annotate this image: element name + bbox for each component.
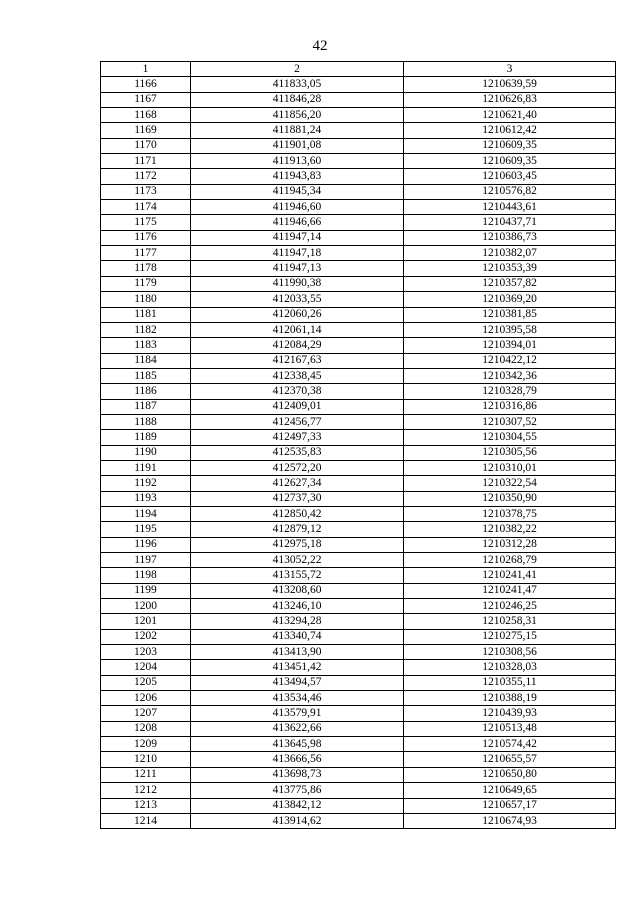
x-coordinate-cell: 412370,38 xyxy=(191,384,404,399)
x-coordinate-cell: 412572,20 xyxy=(191,460,404,475)
y-coordinate-cell: 1210275,15 xyxy=(404,629,616,644)
table-row xyxy=(101,154,616,169)
y-coordinate-cell: 1210268,79 xyxy=(404,553,616,568)
x-coordinate-cell: 413579,91 xyxy=(191,706,404,721)
point-number-cell: 1204 xyxy=(101,660,191,675)
x-coordinate-cell: 413914,62 xyxy=(191,813,404,828)
table-row xyxy=(101,522,616,537)
x-coordinate-cell: 412061,14 xyxy=(191,322,404,337)
point-number-cell: 1206 xyxy=(101,691,191,706)
point-number-cell: 1178 xyxy=(101,261,191,276)
x-coordinate-cell: 413052,22 xyxy=(191,553,404,568)
point-number-cell: 1168 xyxy=(101,108,191,123)
table-row xyxy=(101,261,616,276)
x-coordinate-cell: 411945,34 xyxy=(191,184,404,199)
y-coordinate-cell: 1210439,93 xyxy=(404,706,616,721)
x-coordinate-cell: 411856,20 xyxy=(191,108,404,123)
point-number-cell: 1199 xyxy=(101,583,191,598)
column-header-2: 2 xyxy=(191,62,404,77)
y-coordinate-cell: 1210357,82 xyxy=(404,276,616,291)
x-coordinate-cell: 412737,30 xyxy=(191,491,404,506)
y-coordinate-cell: 1210305,56 xyxy=(404,445,616,460)
x-coordinate-cell: 412497,33 xyxy=(191,430,404,445)
y-coordinate-cell: 1210328,03 xyxy=(404,660,616,675)
x-coordinate-cell: 413155,72 xyxy=(191,568,404,583)
x-coordinate-cell: 412456,77 xyxy=(191,414,404,429)
y-coordinate-cell: 1210437,71 xyxy=(404,215,616,230)
point-number-cell: 1181 xyxy=(101,307,191,322)
table-row xyxy=(101,276,616,291)
y-coordinate-cell: 1210258,31 xyxy=(404,614,616,629)
y-coordinate-cell: 1210388,19 xyxy=(404,691,616,706)
point-number-cell: 1190 xyxy=(101,445,191,460)
table-row xyxy=(101,491,616,506)
table-row xyxy=(101,660,616,675)
point-number-cell: 1210 xyxy=(101,752,191,767)
table-row xyxy=(101,384,616,399)
point-number-cell: 1205 xyxy=(101,675,191,690)
y-coordinate-cell: 1210304,55 xyxy=(404,430,616,445)
x-coordinate-cell: 413413,90 xyxy=(191,645,404,660)
point-number-cell: 1179 xyxy=(101,276,191,291)
y-coordinate-cell: 1210626,83 xyxy=(404,92,616,107)
point-number-cell: 1176 xyxy=(101,230,191,245)
table-row xyxy=(101,629,616,644)
x-coordinate-cell: 412167,63 xyxy=(191,353,404,368)
table-row xyxy=(101,292,616,307)
table-row xyxy=(101,706,616,721)
point-number-cell: 1180 xyxy=(101,292,191,307)
point-number-cell: 1174 xyxy=(101,200,191,215)
table-row xyxy=(101,553,616,568)
point-number-cell: 1201 xyxy=(101,614,191,629)
y-coordinate-cell: 1210395,58 xyxy=(404,322,616,337)
point-number-cell: 1202 xyxy=(101,629,191,644)
x-coordinate-cell: 411947,13 xyxy=(191,261,404,276)
y-coordinate-cell: 1210386,73 xyxy=(404,230,616,245)
table-row xyxy=(101,399,616,414)
table-row xyxy=(101,322,616,337)
table-row xyxy=(101,737,616,752)
point-number-cell: 1172 xyxy=(101,169,191,184)
x-coordinate-cell: 411990,38 xyxy=(191,276,404,291)
point-number-cell: 1191 xyxy=(101,460,191,475)
x-coordinate-cell: 412338,45 xyxy=(191,368,404,383)
table-row xyxy=(101,460,616,475)
point-number-cell: 1198 xyxy=(101,568,191,583)
point-number-cell: 1212 xyxy=(101,783,191,798)
point-number-cell: 1177 xyxy=(101,246,191,261)
table-row xyxy=(101,246,616,261)
table-row xyxy=(101,215,616,230)
point-number-cell: 1183 xyxy=(101,338,191,353)
x-coordinate-cell: 412535,83 xyxy=(191,445,404,460)
x-coordinate-cell: 412879,12 xyxy=(191,522,404,537)
y-coordinate-cell: 1210674,93 xyxy=(404,813,616,828)
point-number-cell: 1195 xyxy=(101,522,191,537)
point-number-cell: 1209 xyxy=(101,737,191,752)
y-coordinate-cell: 1210382,22 xyxy=(404,522,616,537)
table-row xyxy=(101,123,616,138)
point-number-cell: 1213 xyxy=(101,798,191,813)
point-number-cell: 1187 xyxy=(101,399,191,414)
x-coordinate-cell: 412409,01 xyxy=(191,399,404,414)
point-number-cell: 1208 xyxy=(101,721,191,736)
y-coordinate-cell: 1210422,12 xyxy=(404,353,616,368)
table-row xyxy=(101,92,616,107)
y-coordinate-cell: 1210609,35 xyxy=(404,154,616,169)
y-coordinate-cell: 1210369,20 xyxy=(404,292,616,307)
table-row xyxy=(101,445,616,460)
x-coordinate-cell: 413842,12 xyxy=(191,798,404,813)
x-coordinate-cell: 412850,42 xyxy=(191,506,404,521)
x-coordinate-cell: 411881,24 xyxy=(191,123,404,138)
table-row xyxy=(101,599,616,614)
y-coordinate-cell: 1210394,01 xyxy=(404,338,616,353)
y-coordinate-cell: 1210655,57 xyxy=(404,752,616,767)
y-coordinate-cell: 1210649,65 xyxy=(404,783,616,798)
x-coordinate-cell: 413622,66 xyxy=(191,721,404,736)
y-coordinate-cell: 1210322,54 xyxy=(404,476,616,491)
table-row xyxy=(101,783,616,798)
table-row xyxy=(101,414,616,429)
point-number-cell: 1185 xyxy=(101,368,191,383)
y-coordinate-cell: 1210312,28 xyxy=(404,537,616,552)
table-row xyxy=(101,537,616,552)
x-coordinate-cell: 413340,74 xyxy=(191,629,404,644)
y-coordinate-cell: 1210576,82 xyxy=(404,184,616,199)
point-number-cell: 1214 xyxy=(101,813,191,828)
point-number-cell: 1169 xyxy=(101,123,191,138)
table-row xyxy=(101,721,616,736)
point-number-cell: 1207 xyxy=(101,706,191,721)
table-row xyxy=(101,583,616,598)
x-coordinate-cell: 412975,18 xyxy=(191,537,404,552)
x-coordinate-cell: 411947,18 xyxy=(191,246,404,261)
x-coordinate-cell: 411946,60 xyxy=(191,200,404,215)
x-coordinate-cell: 413494,57 xyxy=(191,675,404,690)
table-row xyxy=(101,506,616,521)
x-coordinate-cell: 413666,56 xyxy=(191,752,404,767)
table-row xyxy=(101,368,616,383)
table-row xyxy=(101,353,616,368)
point-number-cell: 1175 xyxy=(101,215,191,230)
table-row xyxy=(101,798,616,813)
coordinates-table xyxy=(100,61,616,829)
x-coordinate-cell: 411943,83 xyxy=(191,169,404,184)
header-row xyxy=(101,62,616,77)
point-number-cell: 1182 xyxy=(101,322,191,337)
y-coordinate-cell: 1210609,35 xyxy=(404,138,616,153)
x-coordinate-cell: 412033,55 xyxy=(191,292,404,307)
x-coordinate-cell: 413294,28 xyxy=(191,614,404,629)
point-number-cell: 1203 xyxy=(101,645,191,660)
table-row xyxy=(101,614,616,629)
y-coordinate-cell: 1210443,61 xyxy=(404,200,616,215)
y-coordinate-cell: 1210657,17 xyxy=(404,798,616,813)
y-coordinate-cell: 1210307,52 xyxy=(404,414,616,429)
y-coordinate-cell: 1210308,56 xyxy=(404,645,616,660)
point-number-cell: 1197 xyxy=(101,553,191,568)
table-row xyxy=(101,138,616,153)
x-coordinate-cell: 412627,34 xyxy=(191,476,404,491)
y-coordinate-cell: 1210621,40 xyxy=(404,108,616,123)
x-coordinate-cell: 413775,86 xyxy=(191,783,404,798)
table-row xyxy=(101,338,616,353)
x-coordinate-cell: 411946,66 xyxy=(191,215,404,230)
point-number-cell: 1196 xyxy=(101,537,191,552)
table-row xyxy=(101,568,616,583)
y-coordinate-cell: 1210241,47 xyxy=(404,583,616,598)
point-number-cell: 1211 xyxy=(101,767,191,782)
table-row xyxy=(101,813,616,828)
table-row xyxy=(101,752,616,767)
y-coordinate-cell: 1210382,07 xyxy=(404,246,616,261)
y-coordinate-cell: 1210378,75 xyxy=(404,506,616,521)
table-row xyxy=(101,230,616,245)
point-number-cell: 1171 xyxy=(101,154,191,169)
point-number-cell: 1173 xyxy=(101,184,191,199)
table-body xyxy=(101,77,616,829)
table-row xyxy=(101,200,616,215)
point-number-cell: 1188 xyxy=(101,414,191,429)
y-coordinate-cell: 1210612,42 xyxy=(404,123,616,138)
point-number-cell: 1186 xyxy=(101,384,191,399)
y-coordinate-cell: 1210353,39 xyxy=(404,261,616,276)
table-row xyxy=(101,169,616,184)
table-header xyxy=(101,62,616,77)
y-coordinate-cell: 1210246,25 xyxy=(404,599,616,614)
x-coordinate-cell: 413645,98 xyxy=(191,737,404,752)
y-coordinate-cell: 1210574,42 xyxy=(404,737,616,752)
table-row xyxy=(101,430,616,445)
y-coordinate-cell: 1210650,80 xyxy=(404,767,616,782)
point-number-cell: 1189 xyxy=(101,430,191,445)
y-coordinate-cell: 1210310,01 xyxy=(404,460,616,475)
point-number-cell: 1170 xyxy=(101,138,191,153)
point-number-cell: 1167 xyxy=(101,92,191,107)
x-coordinate-cell: 411913,60 xyxy=(191,154,404,169)
x-coordinate-cell: 413246,10 xyxy=(191,599,404,614)
y-coordinate-cell: 1210639,59 xyxy=(404,77,616,92)
y-coordinate-cell: 1210316,86 xyxy=(404,399,616,414)
y-coordinate-cell: 1210328,79 xyxy=(404,384,616,399)
x-coordinate-cell: 413698,73 xyxy=(191,767,404,782)
x-coordinate-cell: 412060,26 xyxy=(191,307,404,322)
page-number: 42 xyxy=(312,38,328,54)
x-coordinate-cell: 411901,08 xyxy=(191,138,404,153)
y-coordinate-cell: 1210381,85 xyxy=(404,307,616,322)
y-coordinate-cell: 1210603,45 xyxy=(404,169,616,184)
x-coordinate-cell: 411846,28 xyxy=(191,92,404,107)
x-coordinate-cell: 413534,46 xyxy=(191,691,404,706)
y-coordinate-cell: 1210241,41 xyxy=(404,568,616,583)
table-row xyxy=(101,691,616,706)
table-row xyxy=(101,307,616,322)
x-coordinate-cell: 413208,60 xyxy=(191,583,404,598)
point-number-cell: 1200 xyxy=(101,599,191,614)
table-row xyxy=(101,184,616,199)
point-number-cell: 1192 xyxy=(101,476,191,491)
table-row xyxy=(101,675,616,690)
y-coordinate-cell: 1210342,36 xyxy=(404,368,616,383)
table-row xyxy=(101,767,616,782)
y-coordinate-cell: 1210350,90 xyxy=(404,491,616,506)
y-coordinate-cell: 1210355,11 xyxy=(404,675,616,690)
table-row xyxy=(101,108,616,123)
x-coordinate-cell: 413451,42 xyxy=(191,660,404,675)
x-coordinate-cell: 412084,29 xyxy=(191,338,404,353)
point-number-cell: 1193 xyxy=(101,491,191,506)
table-row xyxy=(101,77,616,92)
point-number-cell: 1194 xyxy=(101,506,191,521)
x-coordinate-cell: 411833,05 xyxy=(191,77,404,92)
x-coordinate-cell: 411947,14 xyxy=(191,230,404,245)
y-coordinate-cell: 1210513,48 xyxy=(404,721,616,736)
table-row xyxy=(101,476,616,491)
point-number-cell: 1184 xyxy=(101,353,191,368)
table-row xyxy=(101,645,616,660)
column-header-1: 1 xyxy=(101,62,191,77)
point-number-cell: 1166 xyxy=(101,77,191,92)
column-header-3: 3 xyxy=(404,62,616,77)
